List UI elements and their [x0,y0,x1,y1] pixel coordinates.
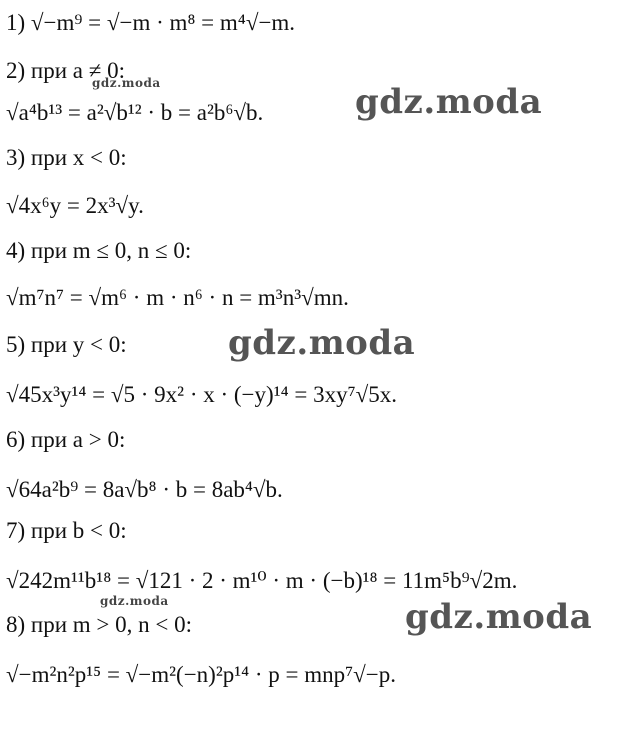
case-condition-7: 7) при b < 0: [6,518,127,543]
solution-line-2: √a⁴b¹³ = a²√b¹² · b = a²b⁶√b. [6,100,264,125]
solution-line-4: √m⁷n⁷ = √m⁶ · m · n⁶ · n = m³n³√mn. [6,285,349,310]
watermark-small-2: gdz.moda [100,594,169,608]
case-condition-4: 4) при m ≤ 0, n ≤ 0: [6,238,192,263]
solution-line-5: √45x³y¹⁴ = √5 · 9x² · x · (−y)¹⁴ = 3xy⁷√5x. [6,382,397,407]
solution-line-3: √4x⁶y = 2x³√y. [6,193,144,218]
solution-line-1: 1) √−m⁹ = √−m · m⁸ = m⁴√−m. [6,10,296,35]
watermark-large-1: gdz.moda [355,82,543,122]
case-condition-8: 8) при m > 0, n < 0: [6,612,192,637]
case-condition-2: 2) при a ≠ 0: [6,58,125,83]
solution-line-6: √64a²b⁹ = 8a√b⁸ · b = 8ab⁴√b. [6,477,283,502]
watermark-large-3: gdz.moda [405,597,593,637]
watermark-large-2: gdz.moda [228,323,416,363]
solution-line-7: √242m¹¹b¹⁸ = √121 · 2 · m¹⁰ · m · (−b)¹⁸ = 11m⁵b⁹√2m. [6,568,518,593]
watermark-small-1: gdz.moda [92,76,161,90]
solution-line-8: √−m²n²p¹⁵ = √−m²(−n)²p¹⁴ · p = mnp⁷√−p. [6,662,397,687]
case-condition-3: 3) при x < 0: [6,145,127,170]
case-condition-5: 5) при y < 0: [6,332,127,357]
case-condition-6: 6) при a > 0: [6,427,126,452]
